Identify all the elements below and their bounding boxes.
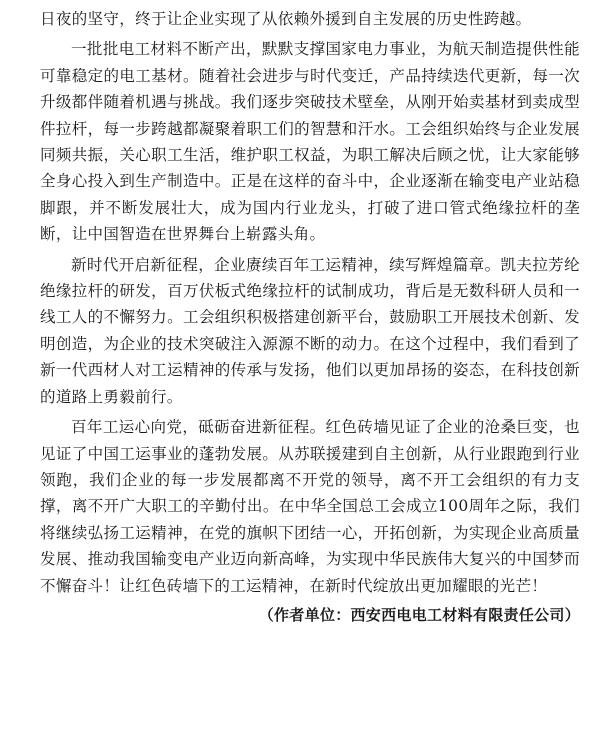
author-affiliation: （作者单位：西安西电电工材料有限责任公司） [258,605,580,624]
article-body [40,0,580,628]
article-paragraph-2: 一批批电工材料不断产出，默默支撑国家电力事业，为航天制造提供性能可靠稳定的电工基材。随着社会进步与时代变迁，产品持续迭代更新，每一次升级都伴随着机遇与挑战。我们逐步突破技术壁垒，从刚开始卖基材到卖成型件拉杆，每一步跨越都凝聚着职工们的智慧和汗水。工会组织始终与企业发展同频共振，关心职工生活，维护职工权益，为职工解决后顾之忧，让大家能够全身心投入到生产制造中。正是在这样的奋斗中，企业逐渐在输变电产业站稳脚跟，并不断发展壮大，成为国内行业龙头，打破了进口管式绝缘拉杆的垄断，让中国智造在世界舞台上崭露头角。 [40,40,580,244]
article-paragraph-1: 日夜的坚守，终于让企业实现了从依赖外援到自主发展的历史性跨越。 [40,10,532,28]
article-paragraph-4: 百年工运心向党，砥砺奋进新征程。红色砖墙见证了企业的沧桑巨变，也见证了中国工运事业的蓬勃发展。从苏联援建到自主创新，从行业跟跑到行业领跑，我们企业的每一步发展都离不开党的领导，离不开工会组织的有力支撑，离不开广大职工的辛勤付出。在中华全国总工会成立100周年之际，我们将继续弘扬工运精神，在党的旗帜下团结一心，开拓创新，为实现企业高质量发展、推动我国输变电产业迈向新高峰，为实现中华民族伟大复兴的中国梦而不懈奋斗！让红色砖墙下的工运精神，在新时代绽放出更加耀眼的光芒！ [40,418,580,595]
article-paragraph-3: 新时代开启新征程，企业赓续百年工运精神，续写辉煌篇章。凯夫拉芳纶绝缘拉杆的研发，百万伏板式绝缘拉杆的试制成功，背后是无数科研人员和一线工人的不懈努力。工会组织积极搭建创新平台，鼓励职工开展技术创新、发明创造，为企业的技术突破注入源源不断的动力。在这个过程中，我们看到了新一代西材人对工运精神的传承与发扬，他们以更加昂扬的姿态，在科技创新的道路上勇毅前行。 [40,255,580,406]
